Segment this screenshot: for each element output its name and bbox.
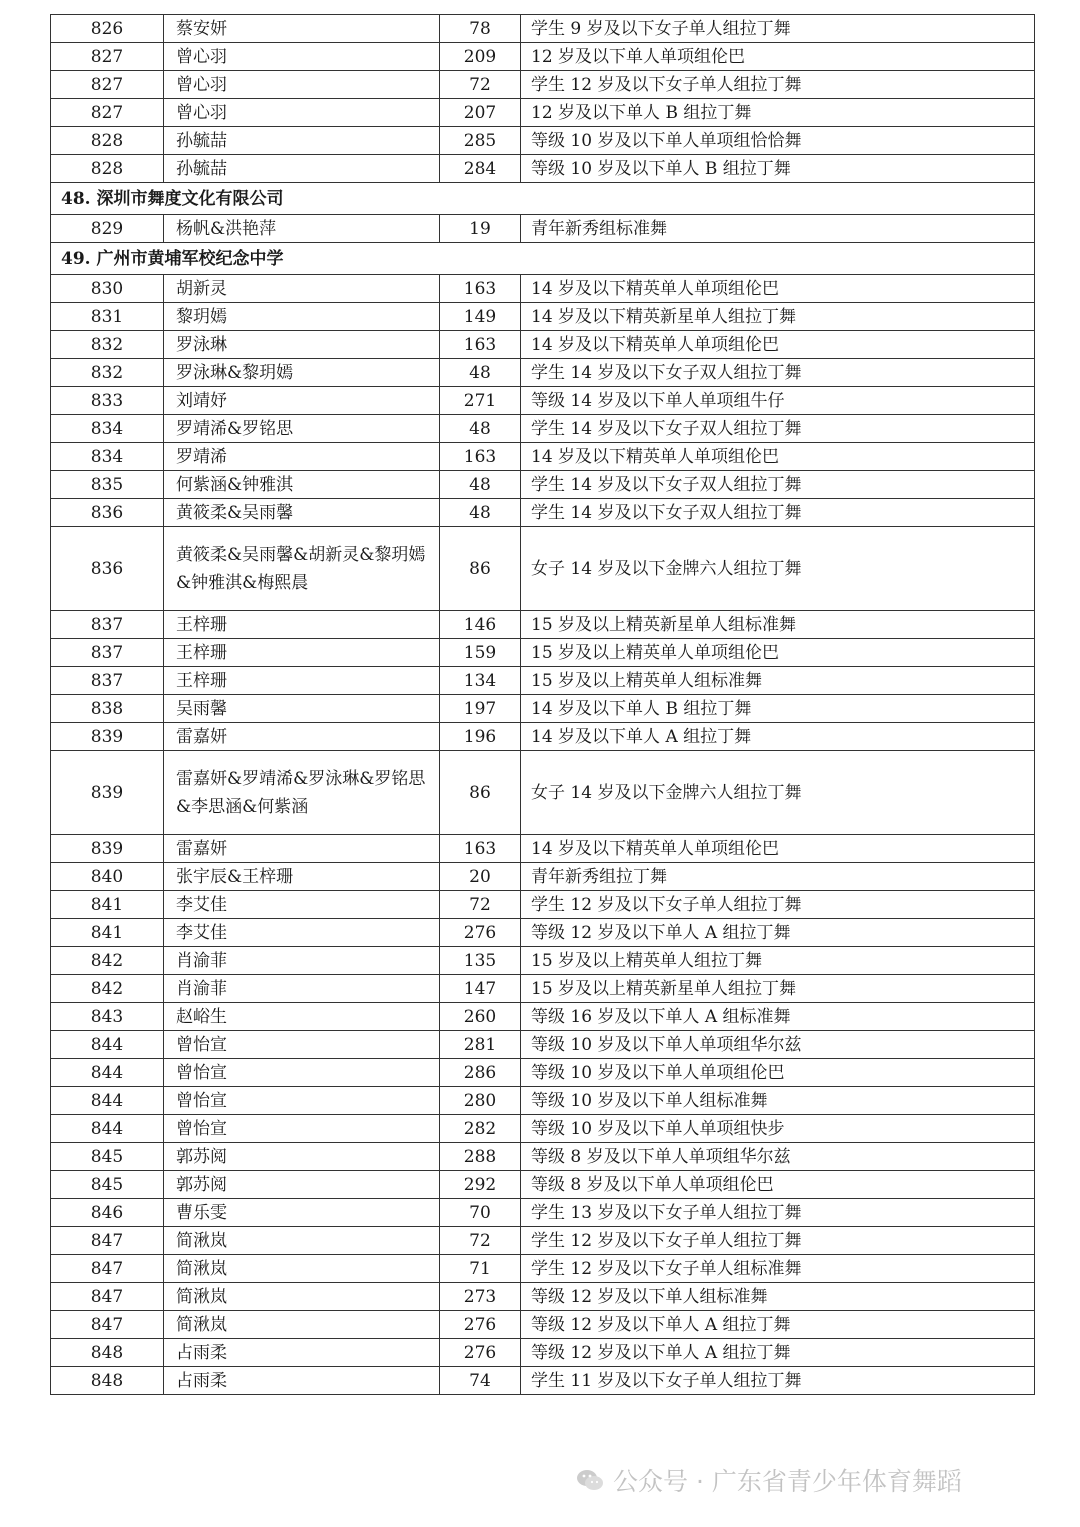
row-name-cell: 肖渝菲 xyxy=(164,975,440,1003)
row-name-cell: 王梓珊 xyxy=(164,667,440,695)
row-event-cell: 14 岁及以下单人 A 组拉丁舞 xyxy=(521,723,1035,751)
row-seq-cell: 837 xyxy=(51,667,164,695)
watermark-text: 公众号 · 广东省青少年体育舞蹈 xyxy=(613,1467,962,1496)
row-event-cell: 学生 14 岁及以下女子双人组拉丁舞 xyxy=(521,499,1035,527)
row-number-cell: 48 xyxy=(440,359,521,387)
table-row xyxy=(51,695,1035,723)
row-seq-cell: 845 xyxy=(51,1171,164,1199)
row-number-cell: 74 xyxy=(440,1367,521,1395)
row-event-cell: 12 岁及以下单人单项组伦巴 xyxy=(521,43,1035,71)
row-seq-cell: 828 xyxy=(51,127,164,155)
row-name-cell: 雷嘉妍&罗靖浠&罗泳琳&罗铭思&李思涵&何紫涵 xyxy=(164,751,440,835)
row-event-cell: 学生 14 岁及以下女子双人组拉丁舞 xyxy=(521,471,1035,499)
row-name-cell: 胡新灵 xyxy=(164,275,440,303)
table-row xyxy=(51,1227,1035,1255)
row-seq-cell: 847 xyxy=(51,1255,164,1283)
row-name-cell: 黄筱柔&吴雨馨&胡新灵&黎玥嫣&钟雅淇&梅熙晨 xyxy=(164,527,440,611)
row-name-cell: 曾怡宣 xyxy=(164,1115,440,1143)
table-row xyxy=(51,1283,1035,1311)
row-seq-cell: 844 xyxy=(51,1059,164,1087)
row-seq-cell: 836 xyxy=(51,499,164,527)
row-event-cell: 15 岁及以上精英单人组拉丁舞 xyxy=(521,947,1035,975)
row-number-cell: 271 xyxy=(440,387,521,415)
row-event-cell: 等级 8 岁及以下单人单项组伦巴 xyxy=(521,1171,1035,1199)
row-number-cell: 72 xyxy=(440,1227,521,1255)
row-name-cell: 罗泳琳 xyxy=(164,331,440,359)
table-row xyxy=(51,127,1035,155)
row-event-cell: 学生 12 岁及以下女子单人组拉丁舞 xyxy=(521,1227,1035,1255)
table-row xyxy=(51,443,1035,471)
row-event-cell: 青年新秀组拉丁舞 xyxy=(521,863,1035,891)
row-number-cell: 286 xyxy=(440,1059,521,1087)
row-seq-cell: 843 xyxy=(51,1003,164,1031)
table-row xyxy=(51,1171,1035,1199)
row-event-cell: 15 岁及以上精英新星单人组拉丁舞 xyxy=(521,975,1035,1003)
row-name-cell: 孙毓喆 xyxy=(164,127,440,155)
row-seq-cell: 833 xyxy=(51,387,164,415)
row-event-cell: 学生 13 岁及以下女子单人组拉丁舞 xyxy=(521,1199,1035,1227)
row-seq-cell: 830 xyxy=(51,275,164,303)
table-row xyxy=(51,155,1035,183)
table-row xyxy=(51,639,1035,667)
row-seq-cell: 847 xyxy=(51,1283,164,1311)
row-number-cell: 280 xyxy=(440,1087,521,1115)
section-header xyxy=(51,243,1035,275)
row-number-cell: 71 xyxy=(440,1255,521,1283)
row-name-cell: 孙毓喆 xyxy=(164,155,440,183)
row-name-cell: 蔡安妍 xyxy=(164,15,440,43)
row-number-cell: 19 xyxy=(440,215,521,243)
row-event-cell: 等级 10 岁及以下单人单项组伦巴 xyxy=(521,1059,1035,1087)
row-number-cell: 288 xyxy=(440,1143,521,1171)
row-seq-cell: 837 xyxy=(51,639,164,667)
row-seq-cell: 844 xyxy=(51,1031,164,1059)
row-event-cell: 学生 14 岁及以下女子双人组拉丁舞 xyxy=(521,415,1035,443)
row-number-cell: 163 xyxy=(440,275,521,303)
row-seq-cell: 847 xyxy=(51,1227,164,1255)
row-name-cell: 刘靖妤 xyxy=(164,387,440,415)
row-event-cell: 等级 16 岁及以下单人 A 组标准舞 xyxy=(521,1003,1035,1031)
table-row xyxy=(51,15,1035,43)
table-row xyxy=(51,1255,1035,1283)
row-number-cell: 276 xyxy=(440,1339,521,1367)
row-seq-cell: 834 xyxy=(51,443,164,471)
row-seq-cell: 834 xyxy=(51,415,164,443)
row-event-cell: 等级 8 岁及以下单人单项组华尔兹 xyxy=(521,1143,1035,1171)
row-event-cell: 14 岁及以下精英单人单项组伦巴 xyxy=(521,275,1035,303)
row-name-cell: 曾怡宣 xyxy=(164,1031,440,1059)
table-row xyxy=(51,1311,1035,1339)
row-name-cell: 简湫岚 xyxy=(164,1311,440,1339)
row-seq-cell: 837 xyxy=(51,611,164,639)
row-seq-cell: 844 xyxy=(51,1115,164,1143)
table-row xyxy=(51,891,1035,919)
row-number-cell: 86 xyxy=(440,751,521,835)
table-row xyxy=(51,215,1035,243)
row-number-cell: 282 xyxy=(440,1115,521,1143)
table-row xyxy=(51,275,1035,303)
table-row xyxy=(51,71,1035,99)
row-name-cell: 占雨柔 xyxy=(164,1339,440,1367)
row-event-cell: 等级 12 岁及以下单人 A 组拉丁舞 xyxy=(521,1339,1035,1367)
table-row xyxy=(51,1143,1035,1171)
section-header xyxy=(51,183,1035,215)
table-row xyxy=(51,359,1035,387)
row-seq-cell: 827 xyxy=(51,43,164,71)
table-row xyxy=(51,303,1035,331)
row-seq-cell: 828 xyxy=(51,155,164,183)
row-seq-cell: 841 xyxy=(51,919,164,947)
row-seq-cell: 839 xyxy=(51,751,164,835)
row-seq-cell: 836 xyxy=(51,527,164,611)
row-number-cell: 149 xyxy=(440,303,521,331)
row-number-cell: 48 xyxy=(440,471,521,499)
row-name-cell: 占雨柔 xyxy=(164,1367,440,1395)
row-name-cell: 张宇辰&王梓珊 xyxy=(164,863,440,891)
row-name-cell: 曾心羽 xyxy=(164,43,440,71)
row-event-cell: 等级 10 岁及以下单人 B 组拉丁舞 xyxy=(521,155,1035,183)
row-number-cell: 260 xyxy=(440,1003,521,1031)
row-number-cell: 281 xyxy=(440,1031,521,1059)
row-seq-cell: 838 xyxy=(51,695,164,723)
row-number-cell: 209 xyxy=(440,43,521,71)
table-row xyxy=(51,919,1035,947)
table-body xyxy=(51,15,1035,1395)
table-row xyxy=(51,331,1035,359)
row-name-cell: 李艾佳 xyxy=(164,891,440,919)
row-event-cell: 等级 10 岁及以下单人单项组快步 xyxy=(521,1115,1035,1143)
row-number-cell: 70 xyxy=(440,1199,521,1227)
row-number-cell: 20 xyxy=(440,863,521,891)
section-title: 48. 深圳市舞度文化有限公司 xyxy=(51,183,1035,215)
row-event-cell: 12 岁及以下单人 B 组拉丁舞 xyxy=(521,99,1035,127)
table-row xyxy=(51,835,1035,863)
row-event-cell: 女子 14 岁及以下金牌六人组拉丁舞 xyxy=(521,527,1035,611)
row-name-cell: 赵峪生 xyxy=(164,1003,440,1031)
table-row xyxy=(51,1031,1035,1059)
row-number-cell: 163 xyxy=(440,835,521,863)
wechat-logo-icon xyxy=(575,1465,605,1495)
row-name-cell: 罗靖浠 xyxy=(164,443,440,471)
row-event-cell: 等级 10 岁及以下单人组标准舞 xyxy=(521,1087,1035,1115)
row-event-cell: 15 岁及以上精英单人组标准舞 xyxy=(521,667,1035,695)
row-name-cell: 黎玥嫣 xyxy=(164,303,440,331)
row-name-cell: 王梓珊 xyxy=(164,611,440,639)
table-row xyxy=(51,947,1035,975)
row-name-cell: 王梓珊 xyxy=(164,639,440,667)
row-seq-cell: 832 xyxy=(51,331,164,359)
table-row xyxy=(51,611,1035,639)
row-seq-cell: 842 xyxy=(51,975,164,1003)
row-event-cell: 学生 11 岁及以下女子单人组拉丁舞 xyxy=(521,1367,1035,1395)
row-number-cell: 285 xyxy=(440,127,521,155)
row-number-cell: 86 xyxy=(440,527,521,611)
row-number-cell: 292 xyxy=(440,1171,521,1199)
row-seq-cell: 844 xyxy=(51,1087,164,1115)
row-seq-cell: 848 xyxy=(51,1367,164,1395)
row-seq-cell: 832 xyxy=(51,359,164,387)
table-row xyxy=(51,975,1035,1003)
row-event-cell: 15 岁及以上精英单人单项组伦巴 xyxy=(521,639,1035,667)
row-name-cell: 曾怡宣 xyxy=(164,1087,440,1115)
row-name-cell: 简湫岚 xyxy=(164,1255,440,1283)
row-name-cell: 黄筱柔&吴雨馨 xyxy=(164,499,440,527)
row-number-cell: 163 xyxy=(440,443,521,471)
row-event-cell: 等级 12 岁及以下单人 A 组拉丁舞 xyxy=(521,919,1035,947)
row-seq-cell: 831 xyxy=(51,303,164,331)
row-name-cell: 雷嘉妍 xyxy=(164,835,440,863)
row-seq-cell: 840 xyxy=(51,863,164,891)
row-name-cell: 杨帆&洪艳萍 xyxy=(164,215,440,243)
row-name-cell: 罗靖浠&罗铭思 xyxy=(164,415,440,443)
row-name-cell: 郭苏阅 xyxy=(164,1143,440,1171)
row-seq-cell: 829 xyxy=(51,215,164,243)
row-event-cell: 学生 12 岁及以下女子单人组拉丁舞 xyxy=(521,891,1035,919)
row-name-cell: 雷嘉妍 xyxy=(164,723,440,751)
row-seq-cell: 841 xyxy=(51,891,164,919)
row-seq-cell: 847 xyxy=(51,1311,164,1339)
table-row xyxy=(51,1367,1035,1395)
row-seq-cell: 826 xyxy=(51,15,164,43)
row-name-cell: 肖渝菲 xyxy=(164,947,440,975)
row-seq-cell: 846 xyxy=(51,1199,164,1227)
row-event-cell: 等级 10 岁及以下单人单项组恰恰舞 xyxy=(521,127,1035,155)
row-number-cell: 207 xyxy=(440,99,521,127)
row-number-cell: 197 xyxy=(440,695,521,723)
table-row xyxy=(51,863,1035,891)
table-row xyxy=(51,499,1035,527)
table-row xyxy=(51,415,1035,443)
row-number-cell: 276 xyxy=(440,919,521,947)
table-row xyxy=(51,387,1035,415)
row-seq-cell: 848 xyxy=(51,1339,164,1367)
row-number-cell: 163 xyxy=(440,331,521,359)
row-name-cell: 曾心羽 xyxy=(164,99,440,127)
row-event-cell: 学生 14 岁及以下女子双人组拉丁舞 xyxy=(521,359,1035,387)
row-number-cell: 273 xyxy=(440,1283,521,1311)
table-row xyxy=(51,1003,1035,1031)
row-event-cell: 学生 9 岁及以下女子单人组拉丁舞 xyxy=(521,15,1035,43)
table-row xyxy=(51,751,1035,835)
row-number-cell: 284 xyxy=(440,155,521,183)
row-event-cell: 15 岁及以上精英新星单人组标准舞 xyxy=(521,611,1035,639)
row-number-cell: 147 xyxy=(440,975,521,1003)
row-seq-cell: 827 xyxy=(51,71,164,99)
row-number-cell: 135 xyxy=(440,947,521,975)
row-name-cell: 吴雨馨 xyxy=(164,695,440,723)
row-number-cell: 78 xyxy=(440,15,521,43)
table-row xyxy=(51,99,1035,127)
table-row xyxy=(51,1087,1035,1115)
section-title: 49. 广州市黄埔军校纪念中学 xyxy=(51,243,1035,275)
row-name-cell: 李艾佳 xyxy=(164,919,440,947)
row-number-cell: 196 xyxy=(440,723,521,751)
table-row xyxy=(51,1059,1035,1087)
table-row xyxy=(51,667,1035,695)
table-row xyxy=(51,43,1035,71)
row-event-cell: 学生 12 岁及以下女子单人组标准舞 xyxy=(521,1255,1035,1283)
row-seq-cell: 839 xyxy=(51,835,164,863)
row-event-cell: 等级 14 岁及以下单人单项组牛仔 xyxy=(521,387,1035,415)
row-number-cell: 159 xyxy=(440,639,521,667)
row-name-cell: 曹乐雯 xyxy=(164,1199,440,1227)
row-number-cell: 48 xyxy=(440,499,521,527)
table-row xyxy=(51,527,1035,611)
row-number-cell: 134 xyxy=(440,667,521,695)
registration-table xyxy=(50,14,1035,1395)
row-name-cell: 何紫涵&钟雅淇 xyxy=(164,471,440,499)
watermark xyxy=(575,1462,962,1498)
table-row xyxy=(51,723,1035,751)
row-name-cell: 郭苏阅 xyxy=(164,1171,440,1199)
table-row xyxy=(51,471,1035,499)
row-number-cell: 72 xyxy=(440,71,521,99)
row-event-cell: 14 岁及以下精英单人单项组伦巴 xyxy=(521,331,1035,359)
row-event-cell: 14 岁及以下单人 B 组拉丁舞 xyxy=(521,695,1035,723)
row-seq-cell: 839 xyxy=(51,723,164,751)
row-event-cell: 等级 12 岁及以下单人 A 组拉丁舞 xyxy=(521,1311,1035,1339)
row-number-cell: 48 xyxy=(440,415,521,443)
row-name-cell: 简湫岚 xyxy=(164,1283,440,1311)
row-number-cell: 146 xyxy=(440,611,521,639)
row-number-cell: 72 xyxy=(440,891,521,919)
table-row xyxy=(51,1339,1035,1367)
row-seq-cell: 845 xyxy=(51,1143,164,1171)
row-name-cell: 曾心羽 xyxy=(164,71,440,99)
row-event-cell: 学生 12 岁及以下女子单人组拉丁舞 xyxy=(521,71,1035,99)
row-event-cell: 青年新秀组标准舞 xyxy=(521,215,1035,243)
row-event-cell: 14 岁及以下精英单人单项组伦巴 xyxy=(521,835,1035,863)
row-seq-cell: 827 xyxy=(51,99,164,127)
row-seq-cell: 842 xyxy=(51,947,164,975)
row-event-cell: 等级 10 岁及以下单人单项组华尔兹 xyxy=(521,1031,1035,1059)
row-name-cell: 简湫岚 xyxy=(164,1227,440,1255)
row-event-cell: 女子 14 岁及以下金牌六人组拉丁舞 xyxy=(521,751,1035,835)
row-event-cell: 14 岁及以下精英单人单项组伦巴 xyxy=(521,443,1035,471)
table-row xyxy=(51,1199,1035,1227)
table-row xyxy=(51,1115,1035,1143)
row-seq-cell: 835 xyxy=(51,471,164,499)
row-number-cell: 276 xyxy=(440,1311,521,1339)
row-name-cell: 曾怡宣 xyxy=(164,1059,440,1087)
row-name-cell: 罗泳琳&黎玥嫣 xyxy=(164,359,440,387)
row-event-cell: 等级 12 岁及以下单人组标准舞 xyxy=(521,1283,1035,1311)
row-event-cell: 14 岁及以下精英新星单人组拉丁舞 xyxy=(521,303,1035,331)
